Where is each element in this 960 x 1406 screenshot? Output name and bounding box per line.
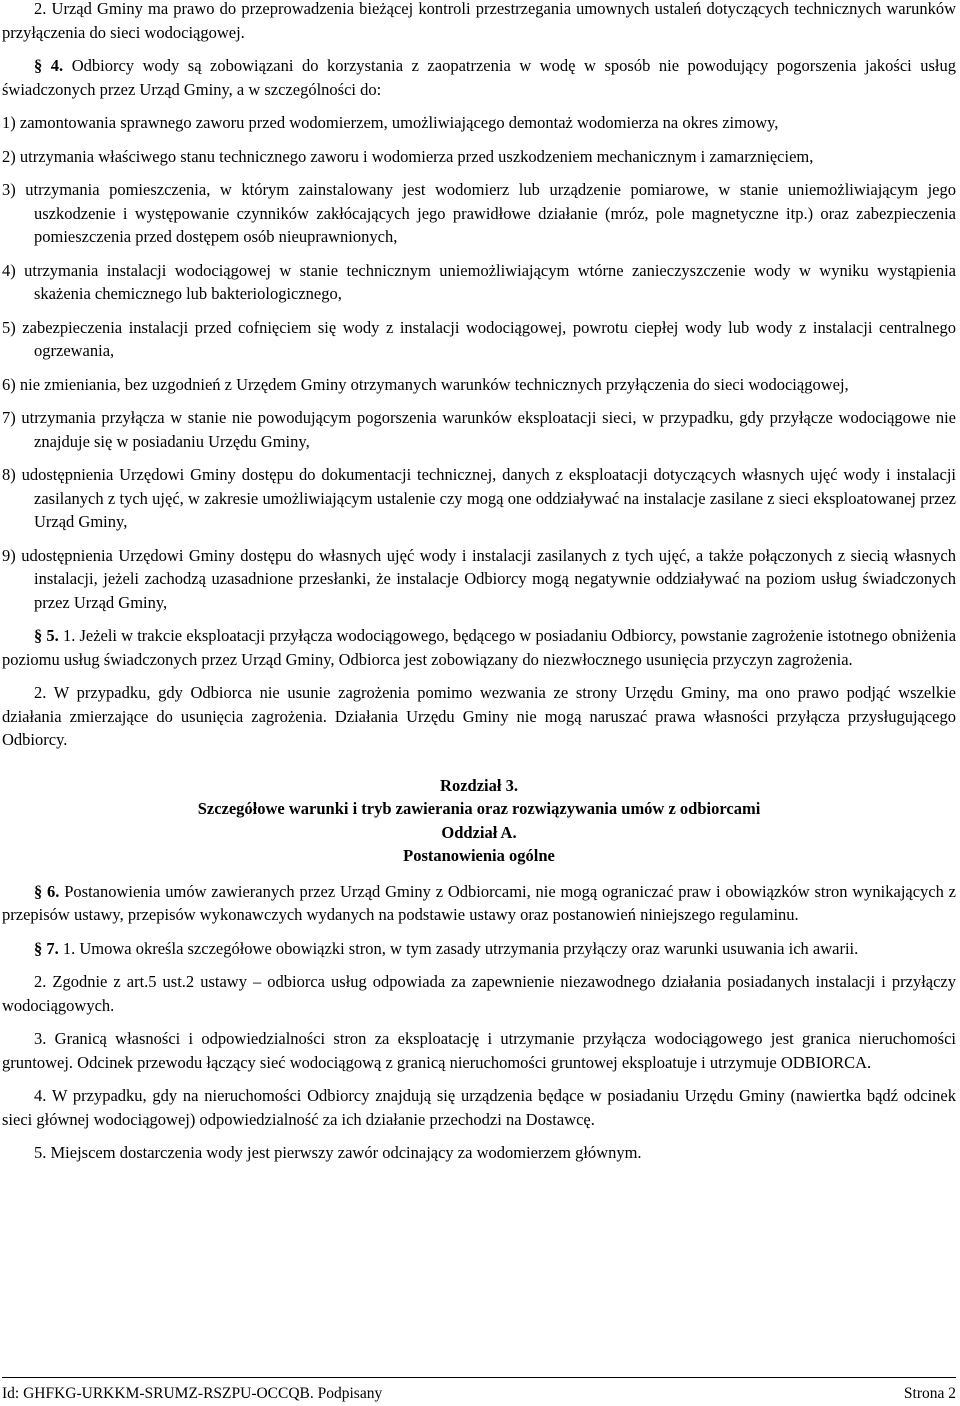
list-item-5: 5) zabezpieczenia instalacji przed cofnięciem się wody z instalacji wodociągowej, powrotu ciepłej wody lub wody z instalacji centralnego ogrzewania, <box>2 317 956 360</box>
division-title: Postanowienia ogólne <box>403 846 555 865</box>
chapter-title: Szczegółowe warunki i tryb zawierania oraz rozwiązywania umów z odbiorcami <box>197 799 761 818</box>
section-4 <box>2 54 956 101</box>
section-7-number: § 7. <box>34 938 59 958</box>
section-5-paragraph-2: 2. W przypadku, gdy Odbiorca nie usunie zagrożenia pomimo wezwania ze strony Urzędu Gminy, ma ono prawo podjąć wszelkie działania zmierzające do usunięcia zagrożenia. Działania Urzędu Gminy nie mogą naruszać prawa własności przyłącza przysługującego Odbiorcy. <box>2 683 956 749</box>
list-item-6: 6) nie zmieniania, bez uzgodnień z Urzędem Gminy otrzymanych warunków technicznych przyłączenia do sieci wodociągowej, <box>2 374 849 394</box>
section-5-text-1: 1. Jeżeli w trakcie eksploatacji przyłącza wodociągowego, będącego w posiadaniu Odbiorcy, powstanie zagrożenie istotnego obniżenia poziomu usług świadczonych przez Urząd Gminy, Odbiorca jest zobowiązany do niezwłocznego usunięcia przyczyn zagrożenia. <box>2 626 957 669</box>
paragraph-4-2: 2. Urząd Gminy ma prawo do przeprowadzenia bieżącej kontroli przestrzegania umownych ustaleń dotyczących technicznych warunków przyłączenia do sieci wodociągowej. <box>2 0 956 42</box>
section-4-intro: Odbiorcy wody są zobowiązani do korzystania z zaopatrzenia w wodę w sposób nie powodujący pogorszenia jakości usług świadczonych przez Urząd Gminy, a w szczególności do: <box>2 56 957 99</box>
section-6-number: § 6. <box>34 881 60 901</box>
section-7-paragraph-1 <box>2 937 956 961</box>
section-5-paragraph-1 <box>2 624 956 671</box>
chapter-number: Rozdział 3. <box>440 775 518 795</box>
list-item-3: 3) utrzymania pomieszczenia, w którym zainstalowany jest wodomierz lub urządzenie pomiarowe, w stanie uniemożliwiającym jego uszkodzenie i występowanie czynników zakłócających jego prawidłowe działanie (mróz, pole magnetyczne itp.) oraz zabezpieczenia pomieszczenia przed dostępem osób nieuprawnionych, <box>2 180 956 246</box>
section-6 <box>2 880 956 927</box>
section-7-paragraph-4: 4. W przypadku, gdy na nieruchomości Odbiorcy znajdują się urządzenia będące w posiadaniu Urzędu Gminy (nawiertka bądź odcinek sieci głównej wodociągowej) odpowiedzialność za ich działanie przechodzi na Dostawcę. <box>2 1086 956 1129</box>
section-4-number: § 4. <box>34 56 64 75</box>
list-item-7: 7) utrzymania przyłącza w stanie nie powodującym pogorszenia warunków eksploatacji sieci, w przypadku, gdy przyłącze wodociągowe nie znajduje się w posiadaniu Urzędu Gminy, <box>2 408 956 451</box>
list-item-1: 1) zamontowania sprawnego zaworu przed wodomierzem, umożliwiającego demontaż wodomierza na okres zimowy, <box>2 113 779 132</box>
section-7-paragraph-3: 3. Granicą własności i odpowiedzialności stron za eksploatację i utrzymanie przyłącza wodociągowego jest granica nieruchomości gruntowej. Odcinek przewodu łączący sieć wodociągową z granicą nieruchomości gruntowej eksploatuje i utrzymuje ODBIORCA. <box>2 1029 956 1072</box>
page-content <box>2 0 956 1165</box>
section-6-text: Postanowienia umów zawieranych przez Urząd Gminy z Odbiorcami, nie mogą ograniczać praw i obowiązków stron wynikających z przepisów ustawy, przepisów wykonawczych wydanych na podstawie ustawy oraz postanowień niniejszego regulaminu. <box>2 881 956 924</box>
document-id: Id: GHFKG-URKKM-SRUMZ-RSZPU-OCCQB. Podpisany <box>2 1385 383 1402</box>
page-number: Strona 2 <box>903 1385 956 1402</box>
chapter-heading <box>2 774 956 868</box>
section-5-number: § 5. <box>34 626 59 645</box>
list-item-2: 2) utrzymania właściwego stanu technicznego zaworu i wodomierza przed uszkodzeniem mechanicznym i zamarznięciem, <box>2 146 814 166</box>
division-number: Oddział A. <box>441 822 517 842</box>
list-item-8: 8) udostępnienia Urzędowi Gminy dostępu do dokumentacji technicznej, danych z eksploatacji dotyczących własnych ujęć wody i instalacji zasilanych z tych ujęć, w zakresie umożliwiającym ustalenie czy mogą one oddziaływać na instalacje zasilane z sieci eksploatowanej przez Urząd Gminy, <box>2 465 956 531</box>
footer-divider <box>2 1377 956 1378</box>
section-7-paragraph-5: 5. Miejscem dostarczenia wody jest pierwszy zawór odcinający za wodomierzem głównym. <box>34 1143 642 1162</box>
section-7-paragraph-2: 2. Zgodnie z art.5 ust.2 ustawy – odbiorca usług odpowiada za zapewnienie niezawodnego działania posiadanych instalacji i przyłączy wodociągowych. <box>2 972 956 1015</box>
list-item-4: 4) utrzymania instalacji wodociągowej w stanie technicznym uniemożliwiającym wtórne zanieczyszczenie wody w wyniku wystąpienia skażenia chemicznego lub bakteriologicznego, <box>2 260 956 303</box>
page-footer <box>2 1384 956 1404</box>
list-item-9: 9) udostępnienia Urzędowi Gminy dostępu do własnych ujęć wody i instalacji zasilanych z tych ujęć, a także połączonych z siecią własnych instalacji, jeżeli zachodzą uzasadnione przesłanki, że instalacje Odbiorcy mogą negatywnie oddziaływać na poziom usług świadczonych przez Urząd Gminy, <box>2 545 956 612</box>
section-7-text-1: 1. Umowa określa szczegółowe obowiązki stron, w tym zasady utrzymania przyłączy oraz warunki usuwania ich awarii. <box>62 938 859 958</box>
